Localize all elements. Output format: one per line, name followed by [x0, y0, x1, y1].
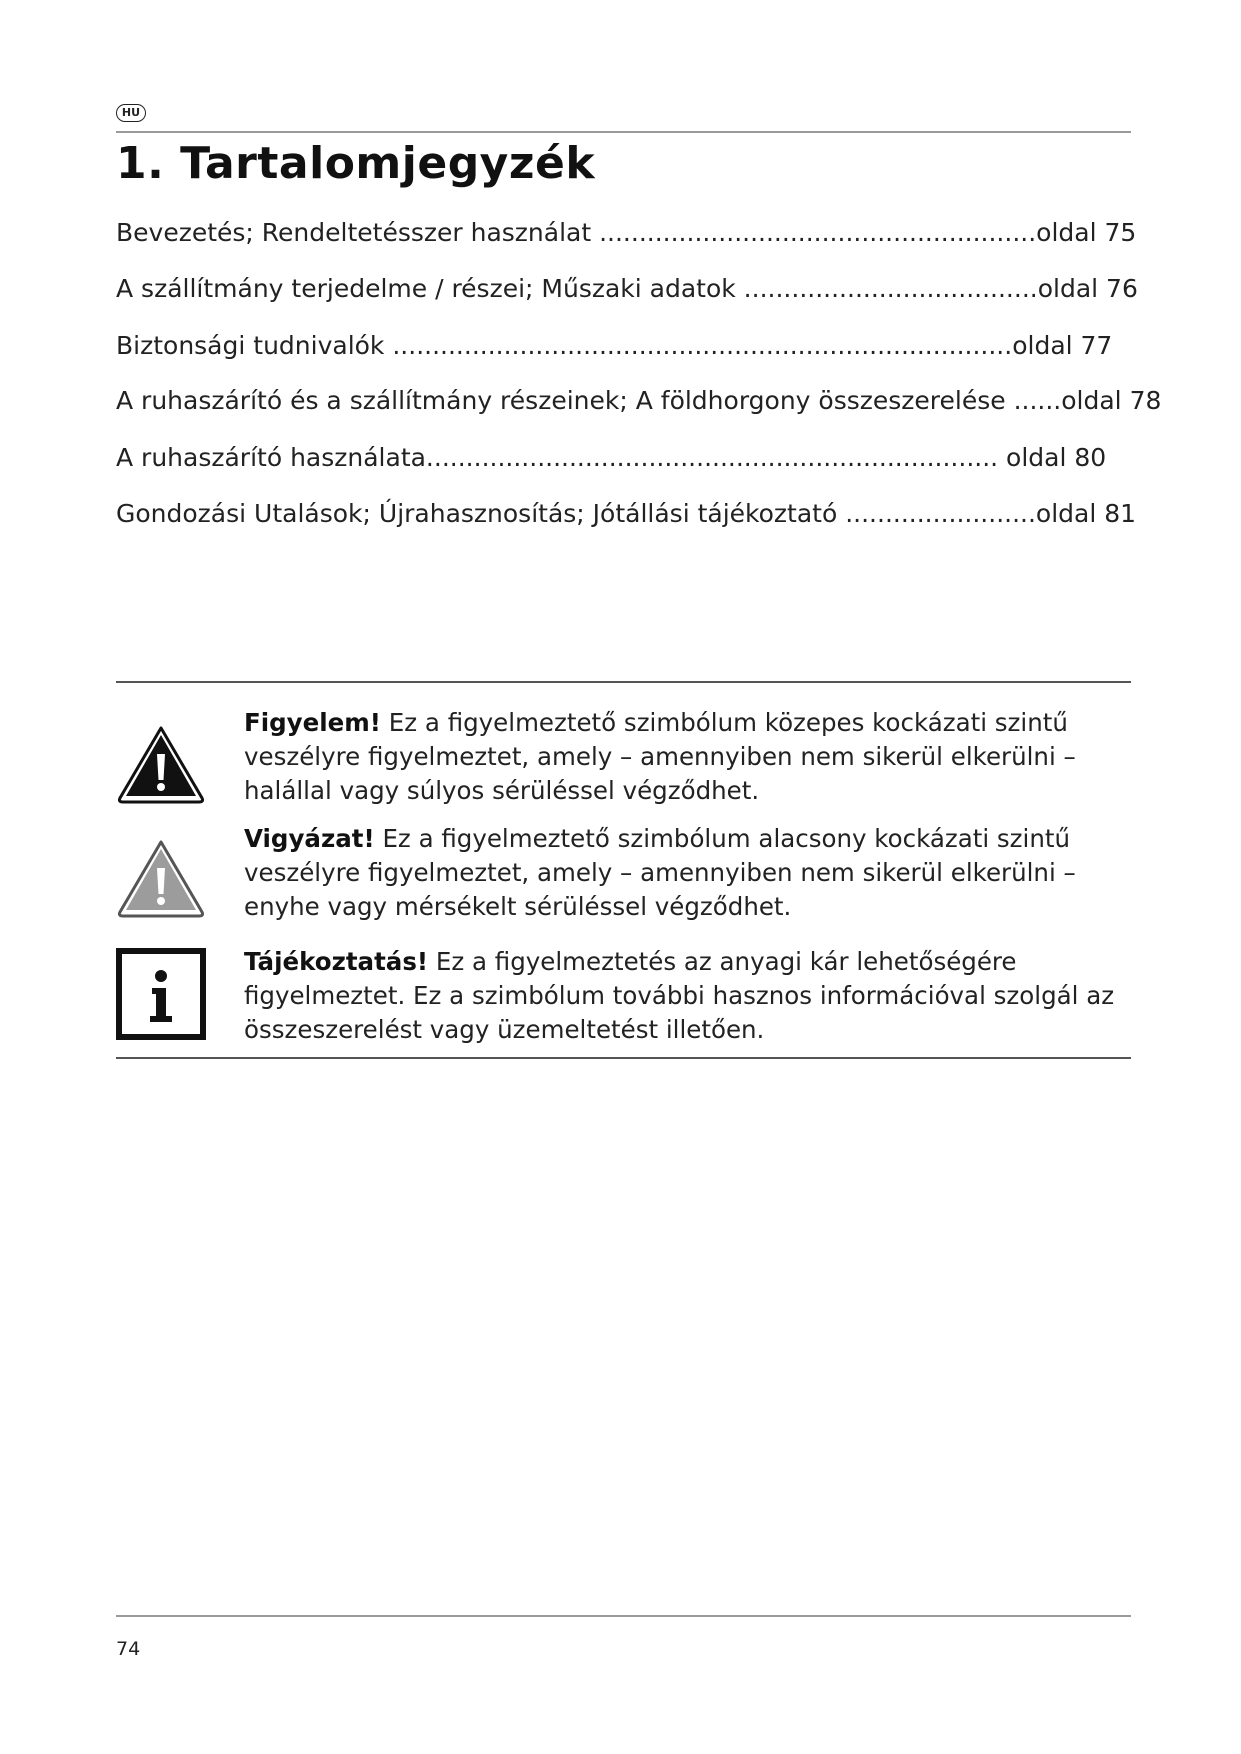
language-badge: HU: [116, 104, 146, 122]
toc-entry: Gondozási Utalások; Újrahasznosítás; Jótállási tájékoztató ........................oldal 81: [116, 499, 1137, 528]
notice-label: Vigyázat!: [244, 824, 375, 853]
notices-bottom-rule: [116, 1057, 1131, 1059]
toc-entry: A ruhaszárító használata........................................................................ oldal 80: [116, 443, 1107, 472]
info-box-icon: [116, 948, 206, 1044]
notice-body: Ez a figyelmeztető szimbólum alacsony kockázati szintű veszélyre figyelmeztet, amely – amennyiben nem sikerül elkerülni – enyhe vagy mérsékelt sérüléssel végződhet.: [244, 824, 1076, 921]
warning-triangle-grey-icon: [116, 838, 206, 922]
footer-rule: [116, 1615, 1131, 1617]
header-rule: [116, 131, 1131, 133]
notice-body: Ez a figyelmeztető szimbólum közepes kockázati szintű veszélyre figyelmeztet, amely – amennyiben nem sikerül elkerülni – halállal vagy súlyos sérüléssel végződhet.: [244, 708, 1076, 805]
notice-text: [244, 945, 1124, 1047]
notices-top-rule: [116, 681, 1131, 683]
warning-triangle-black-icon: [116, 724, 206, 808]
toc-entry: A szállítmány terjedelme / részei; Műszaki adatok .....................................oldal 76: [116, 274, 1138, 303]
notice-body: Ez a figyelmeztetés az anyagi kár lehetőségére figyelmeztet. Ez a szimbólum további hasznos információval szolgál az összeszerelést vagy üzemeltetést illetően.: [244, 947, 1115, 1044]
notice-text: [244, 822, 1124, 924]
toc-entry: Biztonsági tudnivalók ..............................................................................oldal 77: [116, 331, 1113, 360]
page-title: 1. Tartalomjegyzék: [116, 138, 596, 189]
page-number: 74: [116, 1638, 141, 1660]
toc-entry: A ruhaszárító és a szállítmány részeinek; A földhorgony összeszerelése ......oldal 78: [116, 386, 1162, 415]
notice-label: Tájékoztatás!: [244, 947, 429, 976]
toc-entry: Bevezetés; Rendeltetésszer használat .......................................................oldal 75: [116, 218, 1137, 247]
notice-label: Figyelem!: [244, 708, 381, 737]
notice-text: [244, 706, 1124, 808]
